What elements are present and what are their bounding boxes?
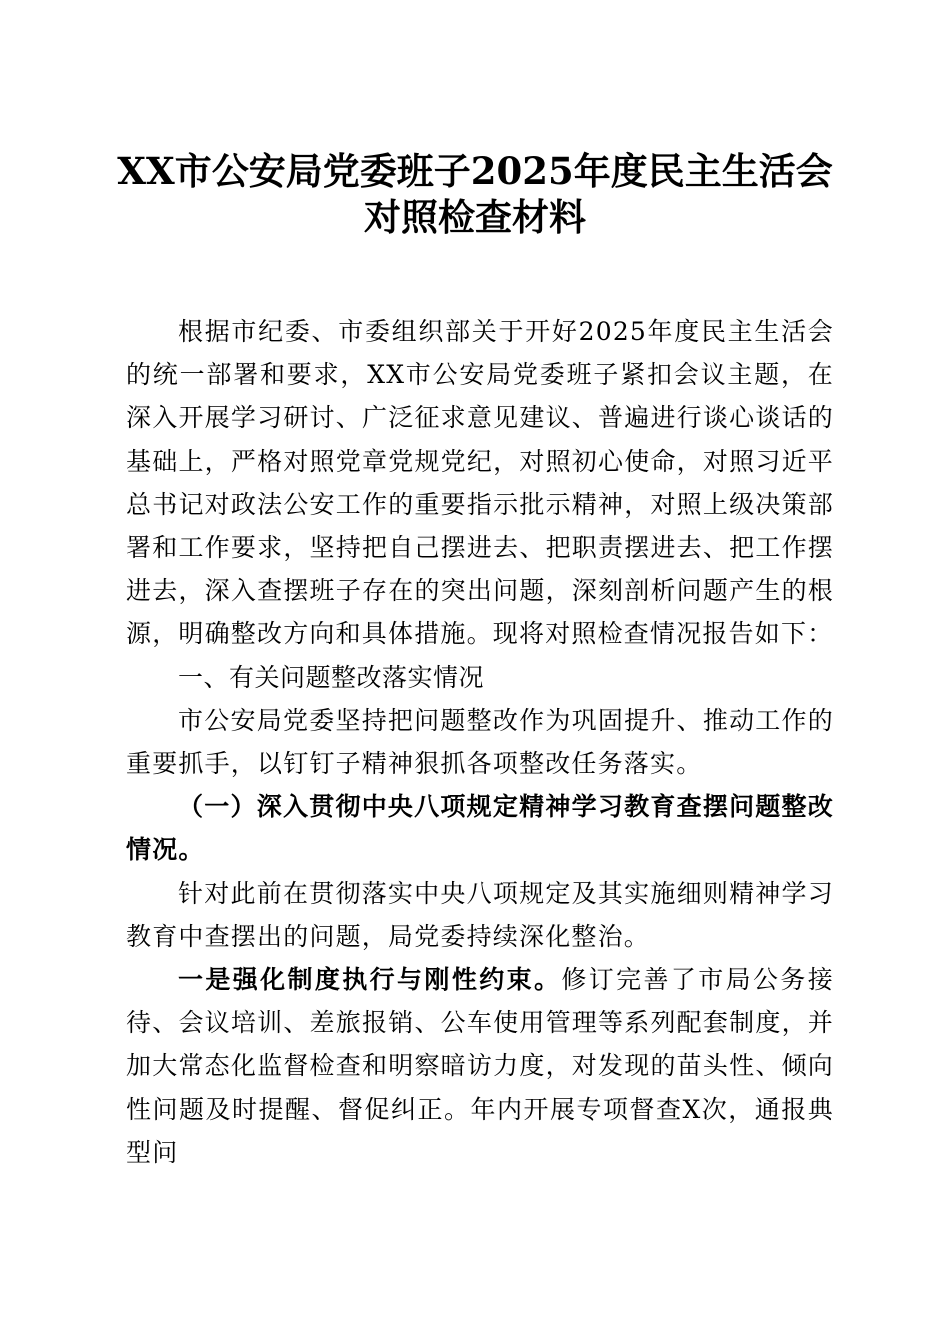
subsection-heading: （一）深入贯彻中央八项规定精神学习教育查摆问题整改情况。 (126, 792, 834, 865)
intro-paragraph: 根据市纪委、市委组织部关于开好2025年度民主生活会的统一部署和要求，XX市公安局党委班子紧扣会议主题，在深入开展学习研讨、广泛征求意见建议、普遍进行谈心谈话的基础上，严格对照党章党规党纪，对照初心使命，对照习近平总书记对政法公安工作的重要指示批示精神，对照上级决策部署和工作要求，坚持把自己摆进去、把职责摆进去、把工作摆进去，深入查摆班子存在的突出问题，深刻剖析问题产生的根源，明确整改方向和具体措施。现将对照检查情况报告如下： (126, 317, 834, 649)
section-paragraph: 市公安局党委坚持把问题整改作为巩固提升、推动工作的重要抓手，以钉钉子精神狠抓各项整改任务落实。 (126, 705, 834, 779)
section-heading: 一、有关问题整改落实情况 (178, 662, 485, 692)
document-body (126, 310, 834, 1174)
subsection-paragraph: 针对此前在贯彻落实中央八项规定及其实施细则精神学习教育中查摆出的问题，局党委持续深化整治。 (126, 878, 834, 951)
document-title: XX市公安局党委班子2025年度民主生活会对照检查材料 (117, 149, 833, 239)
point-paragraph (126, 958, 834, 1174)
point-text: 修订完善了市局公务接待、会议培训、差旅报销、公车使用管理等系列配套制度，并加大常态化监督检查和明察暗访力度，对发现的苗头性、倾向性问题及时提醒、督促纠正。年内开展专项督查X次，通报典型问 (126, 965, 834, 1167)
point-lead: 一是强化制度执行与刚性约束。 (178, 965, 562, 995)
